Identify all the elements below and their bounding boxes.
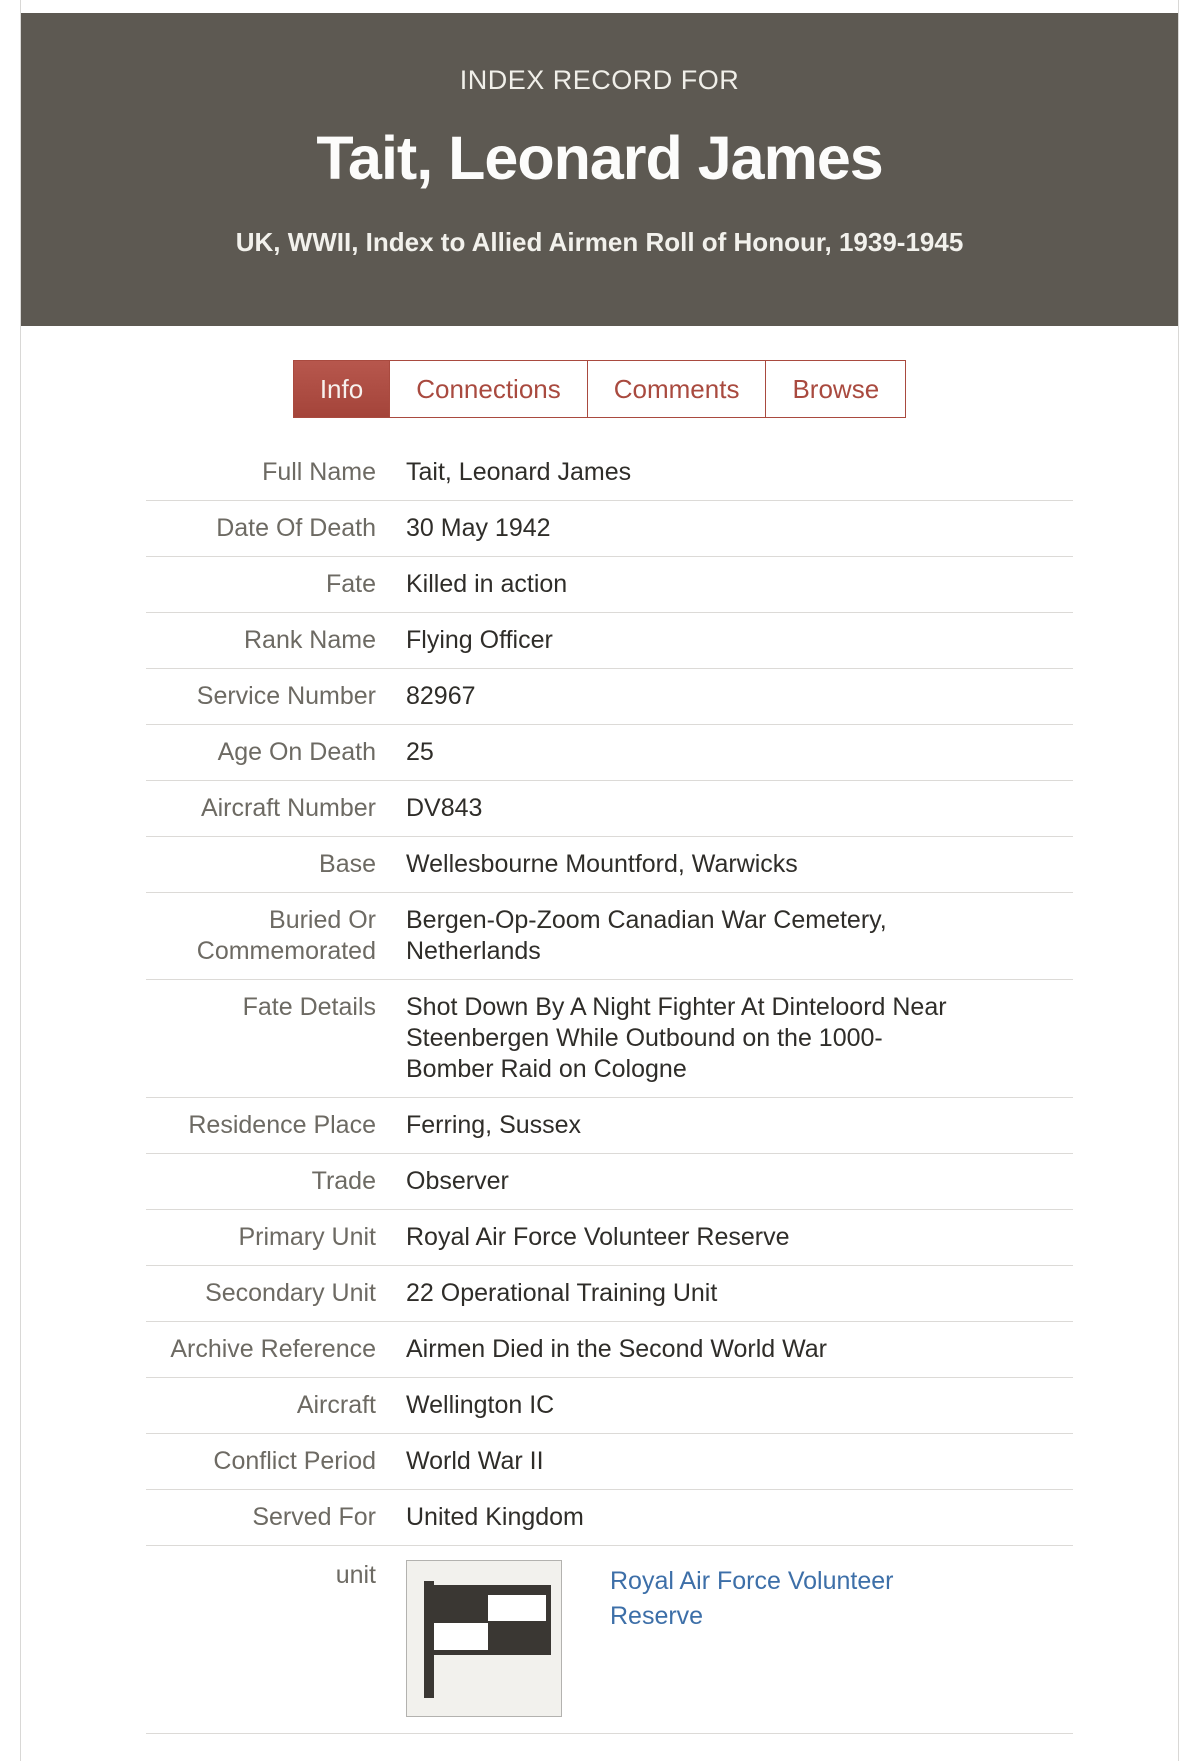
record-field-row	[146, 1098, 1073, 1154]
field-label: Trade	[311, 1167, 376, 1195]
record-field-row	[146, 613, 1073, 669]
unit-flag-thumbnail[interactable]	[406, 1560, 562, 1717]
field-label: Rank Name	[244, 626, 376, 654]
record-fields-table	[21, 445, 1178, 1734]
field-value: United Kingdom	[406, 1503, 584, 1531]
tab-group	[293, 360, 906, 418]
record-field-row	[146, 1490, 1073, 1546]
field-value: Flying Officer	[406, 626, 553, 654]
tab-info[interactable]: Info	[294, 361, 389, 417]
field-value: Bergen-Op-Zoom Canadian War Cemetery, Netherlands	[406, 906, 887, 965]
field-value: 30 May 1942	[406, 514, 551, 542]
unit-row	[146, 1546, 1073, 1734]
field-value: Shot Down By A Night Fighter At Dinteloord Near Steenbergen While Outbound on the 1000-Bomber Raid on Cologne	[406, 993, 947, 1083]
record-field-row	[146, 1434, 1073, 1490]
record-field-row	[146, 669, 1073, 725]
record-field-row	[146, 837, 1073, 893]
record-page	[20, 0, 1179, 1761]
field-value: Royal Air Force Volunteer Reserve	[406, 1223, 790, 1251]
page-title: Tait, Leonard James	[316, 124, 883, 192]
record-field-row	[146, 980, 1073, 1098]
field-value: 22 Operational Training Unit	[406, 1279, 718, 1307]
record-field-row	[146, 501, 1073, 557]
field-label: Fate Details	[242, 993, 376, 1021]
record-field-row	[146, 1322, 1073, 1378]
field-value: Killed in action	[406, 570, 568, 598]
field-label: Conflict Period	[213, 1447, 376, 1475]
record-field-row	[146, 725, 1073, 781]
unit-label: unit	[335, 1561, 376, 1589]
field-label: Served For	[252, 1503, 376, 1531]
field-label: Service Number	[196, 682, 376, 710]
field-label: Secondary Unit	[205, 1279, 376, 1307]
collection-title: UK, WWII, Index to Allied Airmen Roll of Honour, 1939-1945	[235, 227, 964, 257]
field-label: Buried Or Commemorated	[196, 906, 376, 965]
field-value: World War II	[406, 1447, 544, 1475]
tab-bar	[21, 360, 1178, 418]
tab-connections[interactable]: Connections	[389, 361, 587, 417]
record-field-row	[146, 1210, 1073, 1266]
field-label: Age On Death	[217, 738, 376, 766]
field-label: Aircraft Number	[200, 794, 376, 822]
unit-link[interactable]: Royal Air Force Volunteer Reserve	[610, 1567, 894, 1630]
record-field-row	[146, 557, 1073, 613]
field-value: 25	[406, 738, 434, 766]
field-label: Aircraft	[296, 1391, 376, 1419]
field-value: Tait, Leonard James	[406, 458, 632, 486]
record-field-row	[146, 445, 1073, 501]
record-field-row	[146, 893, 1073, 980]
record-field-row	[146, 781, 1073, 837]
field-label: Primary Unit	[238, 1223, 376, 1251]
record-field-row	[146, 1154, 1073, 1210]
field-value: Ferring, Sussex	[406, 1111, 582, 1139]
record-field-row	[146, 1378, 1073, 1434]
field-label: Archive Reference	[170, 1335, 376, 1363]
checkered-flag-icon	[407, 1561, 563, 1718]
field-label: Base	[319, 850, 376, 878]
record-header	[21, 13, 1178, 326]
unit-value	[406, 1560, 910, 1717]
header-eyebrow: INDEX RECORD FOR	[459, 65, 740, 95]
record-field-row	[146, 1266, 1073, 1322]
field-value: Wellington IC	[406, 1391, 555, 1419]
field-value: Observer	[406, 1167, 509, 1195]
field-label: Full Name	[262, 458, 376, 486]
field-value: Airmen Died in the Second World War	[406, 1335, 828, 1363]
field-label: Residence Place	[188, 1111, 376, 1139]
field-value: DV843	[406, 794, 483, 822]
field-label: Date Of Death	[216, 514, 376, 542]
field-value: Wellesbourne Mountford, Warwicks	[406, 850, 798, 878]
tab-comments[interactable]: Comments	[587, 361, 766, 417]
tab-browse[interactable]: Browse	[765, 361, 905, 417]
field-label: Fate	[325, 570, 376, 598]
field-value: 82967	[406, 682, 476, 710]
